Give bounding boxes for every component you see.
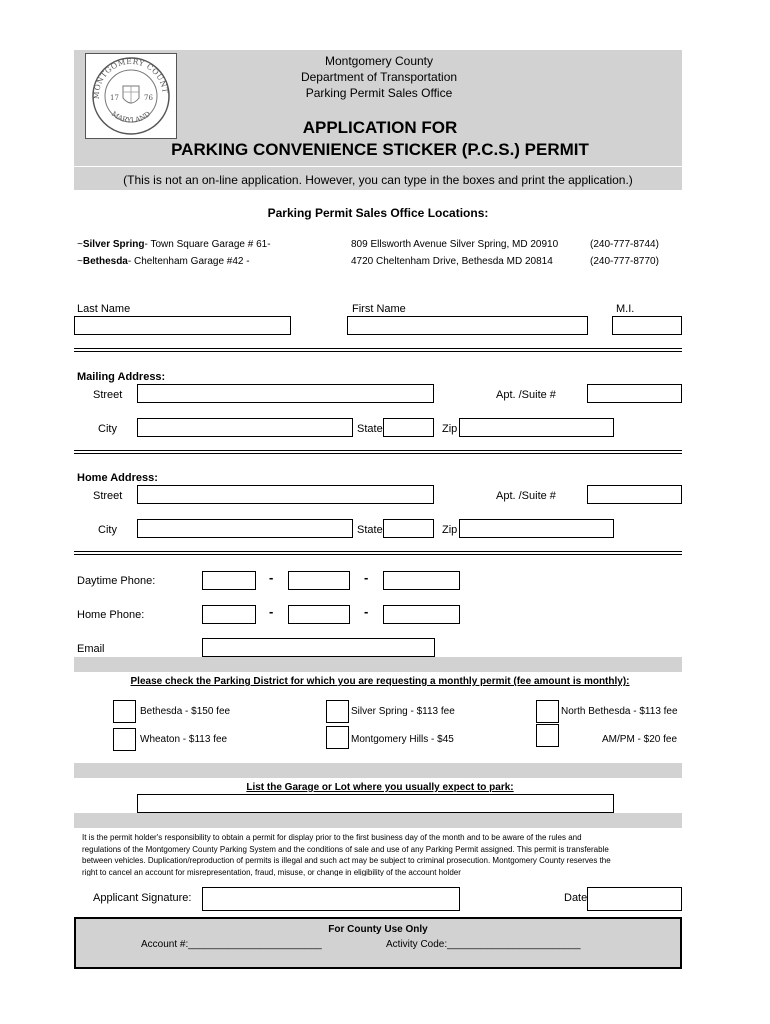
agency-line-2: Department of Transportation	[300, 70, 458, 84]
last-name-label: Last Name	[77, 303, 131, 315]
header-divider	[74, 166, 682, 167]
mailing-city-field[interactable]	[137, 418, 353, 437]
disclaimer-line: It is the permit holder's responsibility to obtain a permit for display prior to the first business day of the month and to be aware of the rules and	[82, 833, 582, 842]
mailing-state-label: State	[357, 423, 383, 435]
home-street-label: Street	[93, 490, 123, 502]
location-phone: (240-777-8770)	[590, 256, 659, 267]
location-desc: - Town Square Garage # 61-	[144, 239, 271, 250]
disclaimer-text	[82, 832, 674, 876]
mailing-street-label: Street	[93, 389, 123, 401]
first-name-label: First Name	[352, 303, 406, 315]
date-label: Date	[564, 892, 588, 904]
mailing-state-field[interactable]	[383, 418, 434, 437]
location-row-bethesda	[77, 256, 250, 268]
county-use-box	[74, 917, 682, 969]
home-state-field[interactable]	[383, 519, 434, 538]
seal-bottom-text: MARYLAND	[109, 109, 153, 125]
mailing-zip-label: Zip	[442, 423, 458, 435]
district-bethesda-checkbox[interactable]	[113, 700, 136, 723]
location-phone: (240-777-8744)	[590, 239, 659, 250]
activity-code-label: Activity Code:________________________	[386, 939, 581, 950]
location-address: 809 Ellsworth Avenue Silver Spring, MD 20910	[351, 239, 559, 250]
county-use-heading: For County Use Only	[328, 924, 428, 935]
garage-field[interactable]	[137, 794, 614, 813]
district-heading: Please check the Parking District for which you are requesting a monthly permit (fee amount is monthly):	[130, 676, 630, 687]
email-field[interactable]	[202, 638, 435, 657]
disclaimer-line: right to cancel an account for misrepresentation, fraud, misuse, or change in eligibility of the account holder	[82, 867, 461, 876]
phone-dash: -	[364, 570, 369, 585]
district-wheaton-checkbox[interactable]	[113, 728, 136, 751]
home-zip-field[interactable]	[459, 519, 614, 538]
agency-line-1: Montgomery County	[324, 54, 434, 68]
section-divider	[74, 348, 682, 352]
home-city-field[interactable]	[137, 519, 353, 538]
date-field[interactable]	[587, 887, 682, 911]
garage-heading: List the Garage or Lot where you usually expect to park:	[246, 782, 514, 793]
location-name: Bethesda	[82, 256, 128, 267]
disclaimer-line: between vehicles. Duplication/reproduction of permits is illegal and such act may be subject to criminal prosecution. Montgomery County reserves the	[82, 856, 611, 865]
email-label: Email	[77, 643, 105, 655]
district-montgomery-hills-checkbox[interactable]	[326, 726, 349, 749]
location-prefix: ~	[77, 239, 83, 250]
daytime-phone-area-field[interactable]	[202, 571, 256, 590]
location-desc: - Cheltenham Garage #42 -	[127, 256, 250, 267]
mailing-city-label: City	[98, 423, 117, 435]
disclaimer-line: regulations of the Montgomery County Parking System and the conditions of sale and use of any Parking Permit assigned. This permit is transferable	[82, 844, 609, 854]
first-name-field[interactable]	[347, 316, 588, 335]
home-zip-label: Zip	[442, 524, 458, 536]
mailing-address-heading: Mailing Address:	[77, 371, 166, 383]
svg-text:MARYLAND	[110, 110, 152, 125]
locations-heading: Parking Permit Sales Office Locations:	[267, 206, 489, 220]
seal-year-right: 76	[144, 94, 153, 102]
district-montgomery-hills-label: Montgomery Hills - $45	[351, 734, 454, 745]
district-north-bethesda-label: North Bethesda - $113 fee	[561, 706, 678, 717]
home-address-heading: Home Address:	[77, 472, 158, 484]
section-divider	[74, 551, 682, 555]
daytime-phone-prefix-field[interactable]	[288, 571, 350, 590]
home-street-field[interactable]	[137, 485, 434, 504]
mailing-apt-field[interactable]	[587, 384, 682, 403]
home-state-label: State	[357, 524, 383, 536]
district-wheaton-label: Wheaton - $113 fee	[140, 734, 228, 745]
phone-dash: -	[364, 604, 369, 619]
form-title-line-2: PARKING CONVENIENCE STICKER (P.C.S.) PERMIT	[171, 140, 589, 159]
phone-dash: -	[269, 570, 274, 585]
section-divider	[74, 450, 682, 454]
daytime-phone-line-field[interactable]	[383, 571, 460, 590]
district-ampm-checkbox[interactable]	[536, 724, 559, 747]
location-prefix: ~	[77, 256, 83, 267]
svg-text:MONTGOMERY COUNTY	[86, 54, 170, 99]
location-address: 4720 Cheltenham Drive, Bethesda MD 20814	[351, 256, 553, 267]
applicant-signature-field[interactable]	[202, 887, 460, 911]
home-phone-label: Home Phone:	[77, 609, 145, 621]
mi-field[interactable]	[612, 316, 682, 335]
applicant-signature-label: Applicant Signature:	[93, 892, 192, 904]
district-north-bethesda-checkbox[interactable]	[536, 700, 559, 723]
home-phone-line-field[interactable]	[383, 605, 460, 624]
online-note: (This is not an on-line application. However, you can type in the boxes and print the application.)	[123, 173, 633, 187]
seal-top-text: MONTGOMERY COUNT	[91, 56, 170, 100]
mailing-zip-field[interactable]	[459, 418, 614, 437]
district-ampm-label: AM/PM - $20 fee	[602, 734, 678, 745]
agency-line-3: Parking Permit Sales Office	[305, 86, 453, 100]
location-row-silver-spring	[77, 239, 271, 251]
seal-year-left: 17	[110, 94, 119, 102]
district-silver-spring-label: Silver Spring - $113 fee	[351, 706, 455, 717]
district-bethesda-label: Bethesda - $150 fee	[140, 706, 231, 717]
home-apt-label: Apt. /Suite #	[496, 490, 556, 502]
account-number-label: Account #:________________________	[141, 939, 322, 950]
home-apt-field[interactable]	[587, 485, 682, 504]
mailing-apt-label: Apt. /Suite #	[496, 389, 556, 401]
mailing-street-field[interactable]	[137, 384, 434, 403]
daytime-phone-label: Daytime Phone:	[77, 575, 156, 587]
home-phone-area-field[interactable]	[202, 605, 256, 624]
last-name-field[interactable]	[74, 316, 291, 335]
section-band	[74, 657, 682, 672]
home-city-label: City	[98, 524, 117, 536]
district-silver-spring-checkbox[interactable]	[326, 700, 349, 723]
location-name: Silver Spring	[82, 239, 145, 250]
home-phone-prefix-field[interactable]	[288, 605, 350, 624]
mi-label: M.I.	[616, 303, 635, 315]
form-title-line-1: APPLICATION FOR	[302, 118, 458, 137]
section-band	[74, 813, 682, 828]
phone-dash: -	[269, 604, 274, 619]
section-band	[74, 763, 682, 778]
